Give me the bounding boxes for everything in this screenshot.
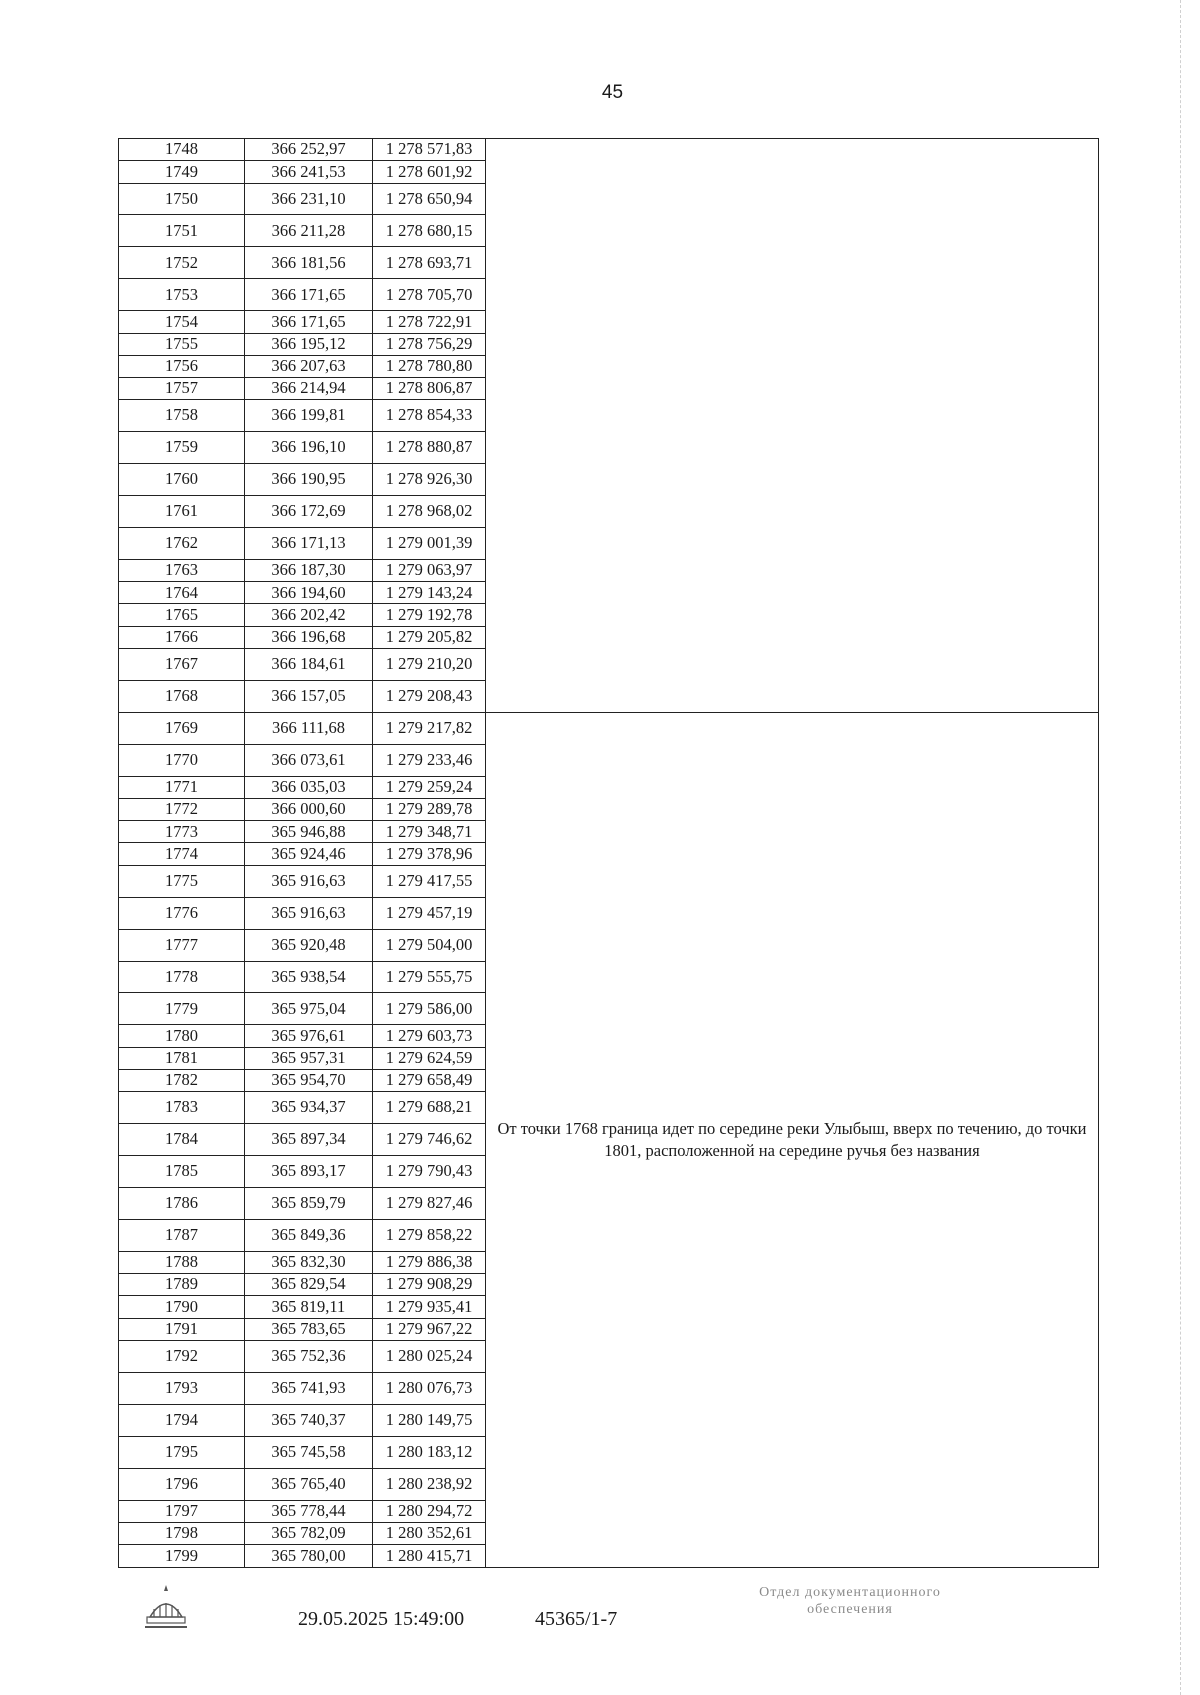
point-number-cell: 1797 — [119, 1500, 245, 1522]
point-number-cell: 1775 — [119, 865, 245, 897]
x-coordinate-cell: 365 782,09 — [245, 1522, 373, 1544]
y-coordinate-cell: 1 279 001,39 — [373, 528, 486, 560]
y-coordinate-cell: 1 278 601,92 — [373, 161, 486, 183]
y-coordinate-cell: 1 279 217,82 — [373, 712, 486, 744]
y-coordinate-cell: 1 278 806,87 — [373, 378, 486, 400]
y-coordinate-cell: 1 279 205,82 — [373, 626, 486, 648]
point-number-cell: 1787 — [119, 1219, 245, 1251]
document-id: 45365/1-7 — [535, 1608, 618, 1630]
point-number-cell: 1767 — [119, 648, 245, 680]
point-number-cell: 1798 — [119, 1522, 245, 1544]
y-coordinate-cell: 1 278 854,33 — [373, 400, 486, 432]
x-coordinate-cell: 366 184,61 — [245, 648, 373, 680]
point-number-cell: 1773 — [119, 821, 245, 843]
x-coordinate-cell: 365 765,40 — [245, 1468, 373, 1500]
y-coordinate-cell: 1 279 378,96 — [373, 843, 486, 865]
x-coordinate-cell: 365 829,54 — [245, 1274, 373, 1296]
y-coordinate-cell: 1 279 746,62 — [373, 1124, 486, 1156]
x-coordinate-cell: 365 740,37 — [245, 1404, 373, 1436]
x-coordinate-cell: 366 190,95 — [245, 464, 373, 496]
x-coordinate-cell: 365 819,11 — [245, 1296, 373, 1318]
y-coordinate-cell: 1 279 886,38 — [373, 1251, 486, 1273]
point-number-cell: 1785 — [119, 1156, 245, 1188]
point-number-cell: 1772 — [119, 798, 245, 820]
x-coordinate-cell: 365 957,31 — [245, 1047, 373, 1069]
organization-logo-icon — [144, 1583, 188, 1631]
point-number-cell: 1766 — [119, 626, 245, 648]
point-number-cell: 1749 — [119, 161, 245, 183]
x-coordinate-cell: 366 211,28 — [245, 215, 373, 247]
x-coordinate-cell: 366 241,53 — [245, 161, 373, 183]
y-coordinate-cell: 1 278 571,83 — [373, 139, 486, 161]
y-coordinate-cell: 1 279 210,20 — [373, 648, 486, 680]
y-coordinate-cell: 1 279 935,41 — [373, 1296, 486, 1318]
y-coordinate-cell: 1 280 149,75 — [373, 1404, 486, 1436]
x-coordinate-cell: 365 916,63 — [245, 897, 373, 929]
y-coordinate-cell: 1 278 756,29 — [373, 333, 486, 355]
x-coordinate-cell: 366 171,65 — [245, 311, 373, 333]
y-coordinate-cell: 1 278 780,80 — [373, 355, 486, 377]
point-number-cell: 1770 — [119, 744, 245, 776]
coordinates-table — [118, 138, 1099, 1568]
point-number-cell: 1783 — [119, 1092, 245, 1124]
x-coordinate-cell: 365 934,37 — [245, 1092, 373, 1124]
x-coordinate-cell: 366 199,81 — [245, 400, 373, 432]
y-coordinate-cell: 1 280 076,73 — [373, 1372, 486, 1404]
y-coordinate-cell: 1 280 352,61 — [373, 1522, 486, 1544]
y-coordinate-cell: 1 279 858,22 — [373, 1219, 486, 1251]
point-number-cell: 1774 — [119, 843, 245, 865]
point-number-cell: 1777 — [119, 929, 245, 961]
y-coordinate-cell: 1 279 555,75 — [373, 961, 486, 993]
point-number-cell: 1795 — [119, 1436, 245, 1468]
blank-description-cell — [486, 139, 1099, 713]
scan-edge-divider — [1180, 0, 1182, 1695]
x-coordinate-cell: 365 916,63 — [245, 865, 373, 897]
y-coordinate-cell: 1 278 650,94 — [373, 183, 486, 215]
point-number-cell: 1799 — [119, 1545, 245, 1568]
y-coordinate-cell: 1 279 504,00 — [373, 929, 486, 961]
y-coordinate-cell: 1 279 063,97 — [373, 559, 486, 581]
document-datetime: 29.05.2025 15:49:00 — [298, 1608, 465, 1630]
point-number-cell: 1781 — [119, 1047, 245, 1069]
x-coordinate-cell: 366 196,68 — [245, 626, 373, 648]
x-coordinate-cell: 366 111,68 — [245, 712, 373, 744]
y-coordinate-cell: 1 278 693,71 — [373, 247, 486, 279]
x-coordinate-cell: 366 187,30 — [245, 559, 373, 581]
y-coordinate-cell: 1 280 238,92 — [373, 1468, 486, 1500]
point-number-cell: 1784 — [119, 1124, 245, 1156]
x-coordinate-cell: 366 194,60 — [245, 582, 373, 604]
x-coordinate-cell: 365 741,93 — [245, 1372, 373, 1404]
stamp-line: обеспечения — [807, 1601, 893, 1617]
point-number-cell: 1791 — [119, 1318, 245, 1340]
point-number-cell: 1789 — [119, 1274, 245, 1296]
x-coordinate-cell: 366 207,63 — [245, 355, 373, 377]
x-coordinate-cell: 366 171,13 — [245, 528, 373, 560]
y-coordinate-cell: 1 279 348,71 — [373, 821, 486, 843]
point-number-cell: 1768 — [119, 680, 245, 712]
y-coordinate-cell: 1 279 289,78 — [373, 798, 486, 820]
y-coordinate-cell: 1 279 790,43 — [373, 1156, 486, 1188]
point-number-cell: 1752 — [119, 247, 245, 279]
point-number-cell: 1796 — [119, 1468, 245, 1500]
y-coordinate-cell: 1 279 417,55 — [373, 865, 486, 897]
x-coordinate-cell: 366 181,56 — [245, 247, 373, 279]
point-number-cell: 1750 — [119, 183, 245, 215]
x-coordinate-cell: 366 252,97 — [245, 139, 373, 161]
point-number-cell: 1756 — [119, 355, 245, 377]
point-number-cell: 1792 — [119, 1340, 245, 1372]
x-coordinate-cell: 365 897,34 — [245, 1124, 373, 1156]
x-coordinate-cell: 365 924,46 — [245, 843, 373, 865]
y-coordinate-cell: 1 279 624,59 — [373, 1047, 486, 1069]
point-number-cell: 1751 — [119, 215, 245, 247]
point-number-cell: 1760 — [119, 464, 245, 496]
point-number-cell: 1778 — [119, 961, 245, 993]
y-coordinate-cell: 1 280 415,71 — [373, 1545, 486, 1568]
point-number-cell: 1765 — [119, 604, 245, 626]
y-coordinate-cell: 1 278 722,91 — [373, 311, 486, 333]
x-coordinate-cell: 365 920,48 — [245, 929, 373, 961]
point-number-cell: 1782 — [119, 1069, 245, 1091]
x-coordinate-cell: 366 171,65 — [245, 279, 373, 311]
point-number-cell: 1769 — [119, 712, 245, 744]
x-coordinate-cell: 366 214,94 — [245, 378, 373, 400]
department-stamp — [700, 1585, 1000, 1619]
x-coordinate-cell: 366 000,60 — [245, 798, 373, 820]
x-coordinate-cell: 366 196,10 — [245, 432, 373, 464]
point-number-cell: 1748 — [119, 139, 245, 161]
point-number-cell: 1758 — [119, 400, 245, 432]
point-number-cell: 1759 — [119, 432, 245, 464]
y-coordinate-cell: 1 279 457,19 — [373, 897, 486, 929]
point-number-cell: 1780 — [119, 1025, 245, 1047]
x-coordinate-cell: 365 832,30 — [245, 1251, 373, 1273]
point-number-cell: 1762 — [119, 528, 245, 560]
y-coordinate-cell: 1 279 658,49 — [373, 1069, 486, 1091]
x-coordinate-cell: 365 745,58 — [245, 1436, 373, 1468]
x-coordinate-cell: 366 035,03 — [245, 776, 373, 798]
point-number-cell: 1776 — [119, 897, 245, 929]
point-number-cell: 1790 — [119, 1296, 245, 1318]
point-number-cell: 1764 — [119, 582, 245, 604]
y-coordinate-cell: 1 278 968,02 — [373, 496, 486, 528]
x-coordinate-cell: 366 172,69 — [245, 496, 373, 528]
point-number-cell: 1788 — [119, 1251, 245, 1273]
x-coordinate-cell: 366 231,10 — [245, 183, 373, 215]
y-coordinate-cell: 1 279 259,24 — [373, 776, 486, 798]
y-coordinate-cell: 1 280 183,12 — [373, 1436, 486, 1468]
point-number-cell: 1794 — [119, 1404, 245, 1436]
point-number-cell: 1786 — [119, 1187, 245, 1219]
x-coordinate-cell: 365 893,17 — [245, 1156, 373, 1188]
x-coordinate-cell: 365 849,36 — [245, 1219, 373, 1251]
point-number-cell: 1763 — [119, 559, 245, 581]
coordinates-table-body — [119, 139, 1099, 1568]
y-coordinate-cell: 1 279 233,46 — [373, 744, 486, 776]
x-coordinate-cell: 365 975,04 — [245, 993, 373, 1025]
y-coordinate-cell: 1 278 680,15 — [373, 215, 486, 247]
x-coordinate-cell: 365 778,44 — [245, 1500, 373, 1522]
y-coordinate-cell: 1 279 208,43 — [373, 680, 486, 712]
x-coordinate-cell: 366 202,42 — [245, 604, 373, 626]
x-coordinate-cell: 365 752,36 — [245, 1340, 373, 1372]
point-number-cell: 1753 — [119, 279, 245, 311]
y-coordinate-cell: 1 278 705,70 — [373, 279, 486, 311]
point-number-cell: 1761 — [119, 496, 245, 528]
point-number-cell: 1779 — [119, 993, 245, 1025]
y-coordinate-cell: 1 280 025,24 — [373, 1340, 486, 1372]
point-number-cell: 1755 — [119, 333, 245, 355]
x-coordinate-cell: 366 073,61 — [245, 744, 373, 776]
y-coordinate-cell: 1 278 926,30 — [373, 464, 486, 496]
x-coordinate-cell: 365 976,61 — [245, 1025, 373, 1047]
table-row — [119, 712, 1099, 744]
y-coordinate-cell: 1 279 143,24 — [373, 582, 486, 604]
y-coordinate-cell: 1 279 586,00 — [373, 993, 486, 1025]
x-coordinate-cell: 365 946,88 — [245, 821, 373, 843]
x-coordinate-cell: 366 157,05 — [245, 680, 373, 712]
y-coordinate-cell: 1 279 603,73 — [373, 1025, 486, 1047]
x-coordinate-cell: 365 783,65 — [245, 1318, 373, 1340]
y-coordinate-cell: 1 279 967,22 — [373, 1318, 486, 1340]
stamp-line: Отдел документационного — [759, 1585, 941, 1600]
y-coordinate-cell: 1 279 192,78 — [373, 604, 486, 626]
x-coordinate-cell: 365 938,54 — [245, 961, 373, 993]
y-coordinate-cell: 1 279 908,29 — [373, 1274, 486, 1296]
x-coordinate-cell: 366 195,12 — [245, 333, 373, 355]
y-coordinate-cell: 1 279 688,21 — [373, 1092, 486, 1124]
y-coordinate-cell: 1 279 827,46 — [373, 1187, 486, 1219]
point-number-cell: 1757 — [119, 378, 245, 400]
page-number: 45 — [601, 82, 624, 103]
boundary-description-cell: От точки 1768 граница идет по середине реки Улыбыш, вверх по течению, до точки 1801, расположенной на середине ручья без названия — [486, 712, 1099, 1567]
y-coordinate-cell: 1 280 294,72 — [373, 1500, 486, 1522]
point-number-cell: 1754 — [119, 311, 245, 333]
y-coordinate-cell: 1 278 880,87 — [373, 432, 486, 464]
point-number-cell: 1793 — [119, 1372, 245, 1404]
x-coordinate-cell: 365 954,70 — [245, 1069, 373, 1091]
x-coordinate-cell: 365 859,79 — [245, 1187, 373, 1219]
point-number-cell: 1771 — [119, 776, 245, 798]
table-row — [119, 139, 1099, 161]
x-coordinate-cell: 365 780,00 — [245, 1545, 373, 1568]
